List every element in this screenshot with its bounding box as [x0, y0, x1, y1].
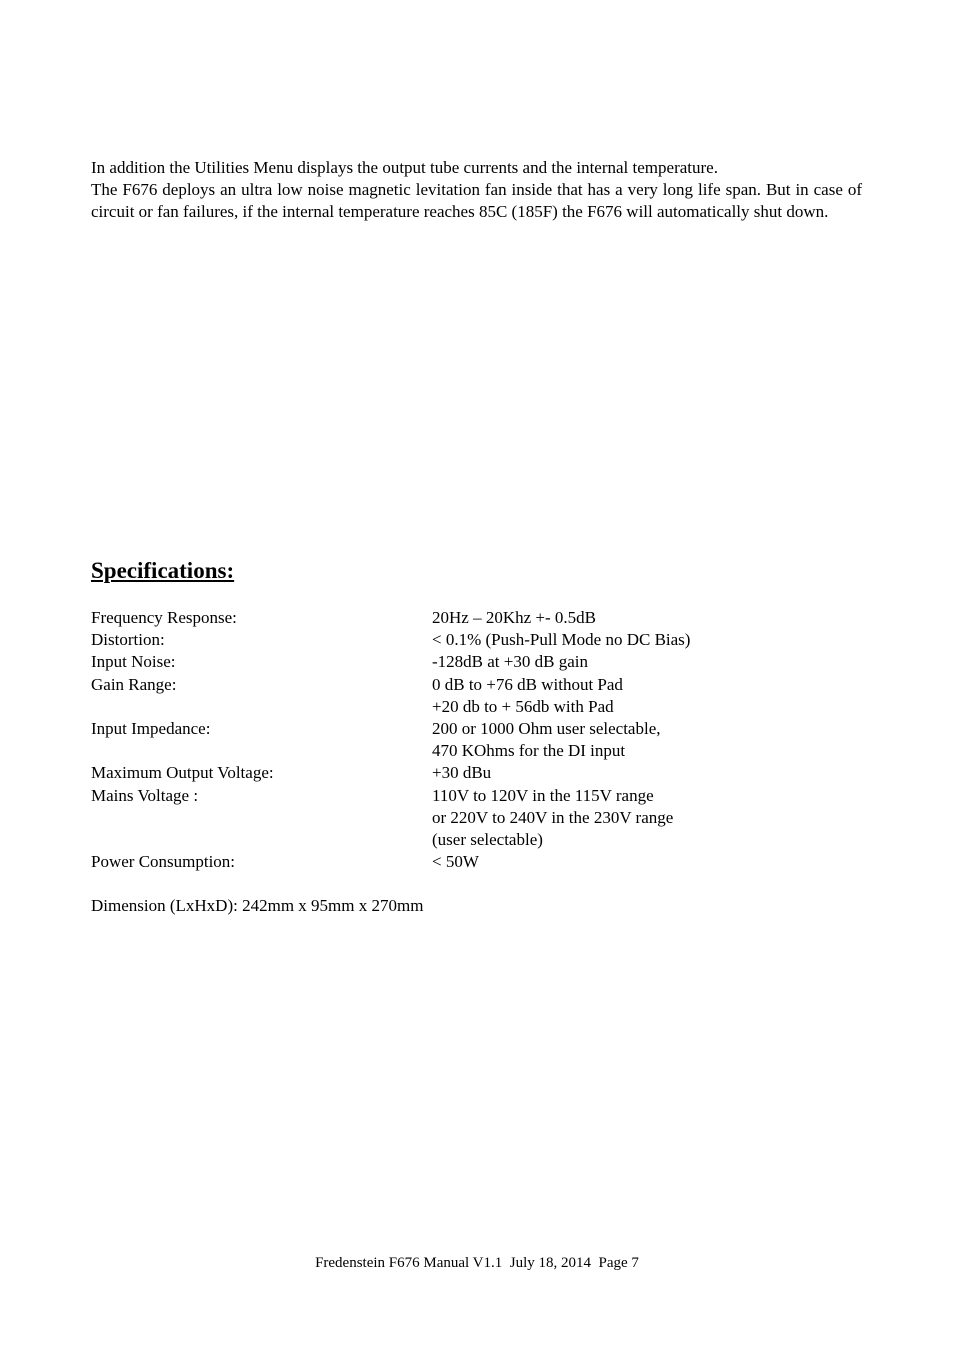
spec-row	[91, 674, 862, 718]
page-footer: Fredenstein F676 Manual V1.1 July 18, 2014 Page 7	[315, 1255, 639, 1271]
spec-values	[432, 629, 862, 651]
spec-row	[91, 607, 862, 629]
intro-line: In addition the Utilities Menu displays the output tube currents and the internal temperature.	[91, 158, 718, 177]
spec-label: Input Impedance:	[91, 719, 211, 739]
spec-label: Maximum Output Voltage:	[91, 763, 274, 783]
specifications-table	[91, 607, 862, 873]
spec-value: or 220V to 240V in the 230V range	[432, 807, 674, 827]
intro-section	[91, 157, 862, 224]
spec-label: Distortion:	[91, 630, 165, 650]
specifications-heading: Specifications:	[91, 558, 235, 583]
spec-row	[91, 762, 862, 784]
spec-value: 470 KOhms for the DI input	[432, 741, 626, 761]
spec-row	[91, 651, 862, 673]
spec-values	[432, 785, 862, 852]
spec-value: 20Hz – 20Khz +- 0.5dB	[432, 608, 596, 627]
spec-values	[432, 851, 862, 873]
spec-value: 200 or 1000 Ohm user selectable,	[432, 719, 661, 739]
spec-label: Mains Voltage :	[91, 785, 199, 805]
spec-values	[432, 718, 862, 762]
spec-value: 110V to 120V in the 115V range	[432, 785, 654, 805]
intro-paragraph: The F676 deploys an ultra low noise magnetic levitation fan inside that has a very long life span. But in case of circuit or fan failures, if the internal temperature reaches 85C (185F) the F676 will automatically shut down.	[91, 180, 862, 222]
spec-label: Power Consumption:	[91, 852, 236, 872]
spec-value: -128dB at +30 dB gain	[432, 652, 588, 672]
spec-values	[432, 674, 862, 718]
spec-label: Gain Range:	[91, 674, 177, 694]
spec-values	[432, 651, 862, 673]
spec-row	[91, 629, 862, 651]
spec-values	[432, 762, 862, 784]
spec-value: 0 dB to +76 dB without Pad	[432, 674, 623, 694]
spec-row	[91, 851, 862, 873]
spec-value: < 50W	[432, 852, 479, 872]
spec-value: +20 db to + 56db with Pad	[432, 696, 614, 716]
spec-value: +30 dBu	[432, 763, 492, 783]
spec-values	[432, 607, 862, 629]
spec-label: Frequency Response:	[91, 608, 237, 627]
spec-label: Input Noise:	[91, 652, 176, 672]
spec-value: (user selectable)	[432, 830, 543, 850]
spec-row	[91, 785, 862, 852]
dimension-text: Dimension (LxHxD): 242mm x 95mm x 270mm	[91, 896, 424, 915]
spec-row	[91, 718, 862, 762]
spec-value: < 0.1% (Push-Pull Mode no DC Bias)	[432, 630, 691, 650]
